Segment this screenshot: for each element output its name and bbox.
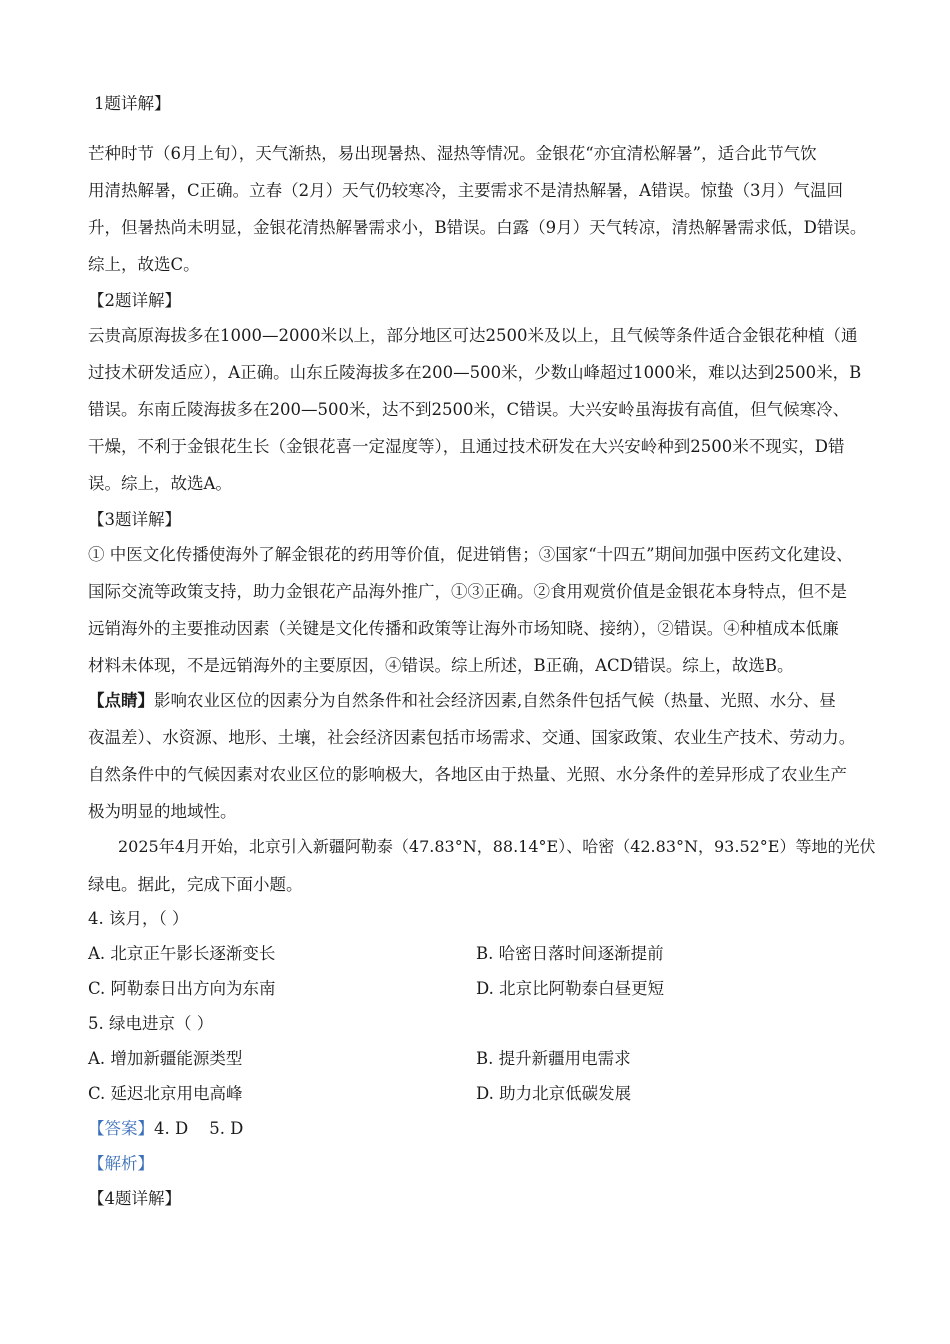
question4-option-b: B. 哈密日落时间逐渐提前 (476, 944, 664, 963)
q1-line-2: 用清热解暑，C正确。立春（2月）天气仍较寒冷，主要需求不是清热解暑，A错误。惊蛰（3月）气温回 (88, 181, 844, 200)
q2-line-2: 过技术研发适应），A正确。山东丘陵海拔多在200—500米，少数山峰超过1000米，难以达到2500米，B (88, 363, 862, 382)
answer-label: 【答案】 (88, 1119, 154, 1138)
tip-label: 【点睛】 (88, 691, 154, 710)
tip-line-4: 极为明显的地域性。 (88, 802, 237, 821)
question4-option-d: D. 北京比阿勒泰白昼更短 (476, 979, 665, 998)
q2-heading: 【2题详解】 (88, 291, 181, 310)
analysis-label: 【解析】 (88, 1154, 154, 1173)
tip-line-1: 影响农业区位的因素分为自然条件和社会经济因素,自然条件包括气候（热量、光照、水分、昼 (154, 691, 836, 710)
q4-heading: 【4题详解】 (88, 1189, 181, 1208)
q3-line-4: 材料未体现，不是远销海外的主要原因，④错误。综上所述，B正确，ACD错误。综上，故选B。 (88, 656, 794, 675)
q2-line-5: 误。综上，故选A。 (88, 474, 232, 493)
q2-line-1: 云贵高原海拔多在1000—2000米以上，部分地区可达2500米及以上，且气候等条件适合金银花种植（通 (88, 326, 858, 345)
tip-line-3: 自然条件中的气候因素对农业区位的影响极大，各地区由于热量、光照、水分条件的差异形成了农业生产 (88, 765, 847, 784)
q1-line-1: 芒种时节（6月上旬），天气渐热，易出现暑热、湿热等情况。金银花“亦宜清松解暑”，适合此节气饮 (88, 144, 817, 163)
q2-line-4: 干燥，不利于金银花生长（金银花喜一定湿度等），且通过技术研发在大兴安岭种到2500米不现实，D错 (88, 437, 845, 456)
question4-option-a: A. 北京正午影长逐渐变长 (88, 944, 276, 963)
question4-option-c: C. 阿勒泰日出方向为东南 (88, 979, 276, 998)
tip-line-2: 夜温差）、水资源、地形、土壤，社会经济因素包括市场需求、交通、国家政策、农业生产技术、劳动力。 (88, 728, 856, 747)
question5-option-a: A. 增加新疆能源类型 (88, 1049, 243, 1068)
question5-option-d: D. 助力北京低碳发展 (476, 1084, 632, 1103)
q1-heading: 1题详解】 (94, 94, 171, 113)
question5-option-c: C. 延迟北京用电高峰 (88, 1084, 243, 1103)
passage-line-2: 绿电。据此，完成下面小题。 (88, 875, 303, 894)
question4-stem: 4. 该月，（ ） (88, 909, 189, 928)
q3-heading: 【3题详解】 (88, 510, 181, 529)
q2-line-3: 错误。东南丘陵海拔多在200—500米，达不到2500米，C错误。大兴安岭虽海拔有高值，但气候寒冷、 (88, 400, 850, 419)
question5-stem: 5. 绿电进京（ ） (88, 1014, 214, 1033)
q3-line-3: 远销海外的主要推动因素（关键是文化传播和政策等让海外市场知晓、接纳），②错误。④种植成本低廉 (88, 619, 839, 638)
passage-line-1: 2025年4月开始，北京引入新疆阿勒泰（47.83°N，88.14°E）、哈密（42.83°N，93.52°E）等地的光伏 (118, 837, 876, 856)
q1-line-4: 综上，故选C。 (88, 255, 200, 274)
q3-line-1: ① 中医文化传播使海外了解金银花的药用等价值，促进销售；③国家“十四五”期间加强中医药文化建设、 (88, 545, 853, 564)
q3-line-2: 国际交流等政策支持，助力金银花产品海外推广，①③正确。②食用观赏价值是金银花本身特点，但不是 (88, 582, 847, 601)
tip-first-line (88, 690, 836, 712)
question5-option-b: B. 提升新疆用电需求 (476, 1049, 631, 1068)
q1-line-3: 升，但暑热尚未明显，金银花清热解暑需求小，B错误。白露（9月）天气转凉，清热解暑需求低，D错误。 (88, 218, 867, 237)
answer-text: 4. D 5. D (154, 1119, 244, 1138)
answer-line (88, 1118, 243, 1140)
